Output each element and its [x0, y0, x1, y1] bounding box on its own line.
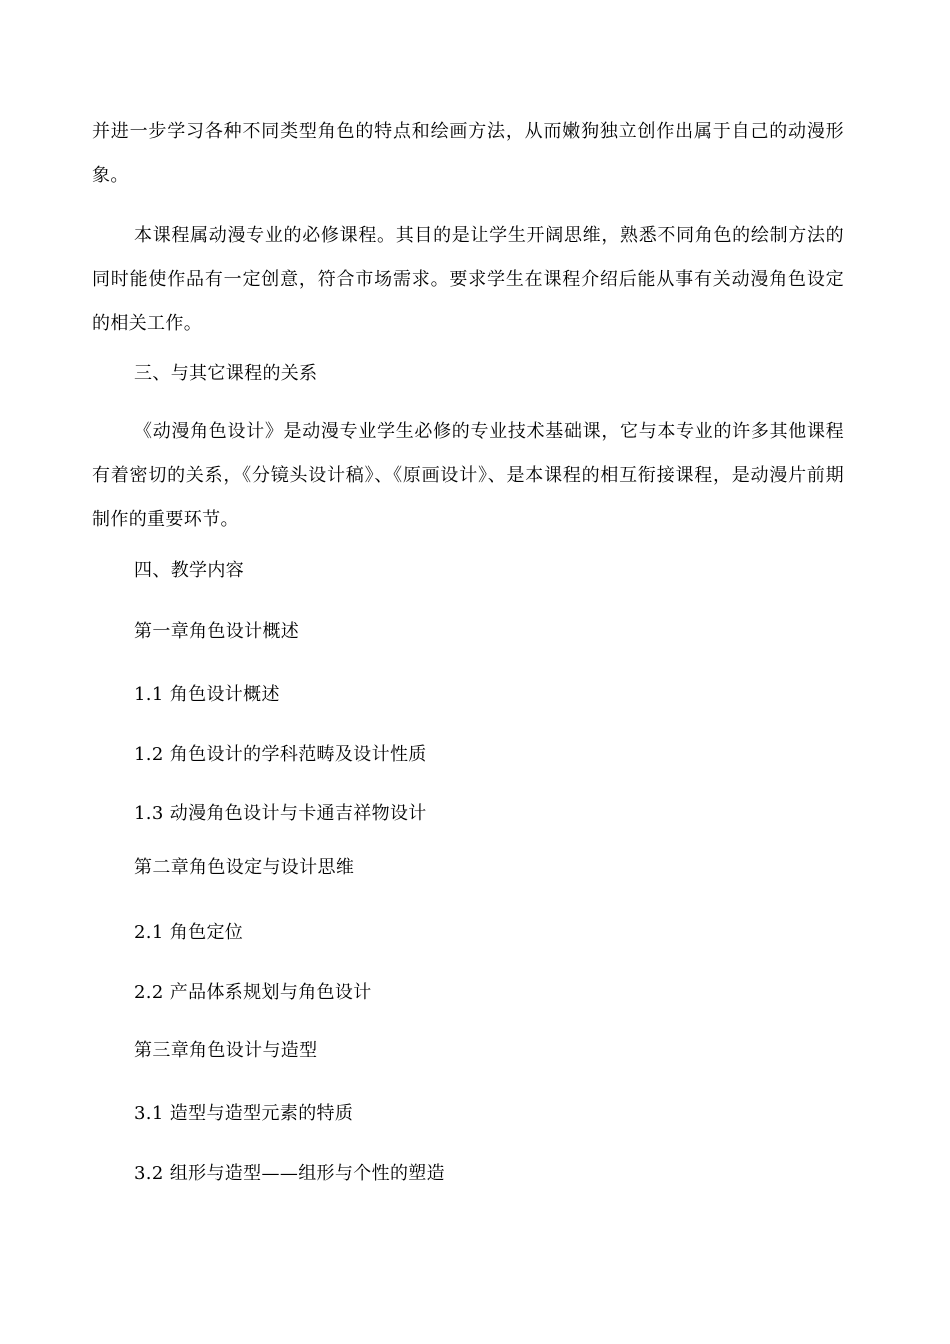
chapter-1-heading: 第一章角色设计概述 [134, 621, 300, 642]
outline-item-2-1: 2.1 角色定位 [134, 922, 244, 943]
section-4-heading: 四、教学内容 [134, 560, 245, 581]
outline-item-2-2: 2.2 产品体系规划与角色设计 [134, 982, 372, 1003]
intro-paragraph: 并进一步学习各种不同类型角色的特点和绘画方法，从而嫩狗独立创作出属于自己的动漫形象。 [92, 121, 844, 186]
course-description-paragraph: 本课程属动漫专业的必修课程。其目的是让学生开阔思维，熟悉不同角色的绘制方法的同时能使作品有一定创意，符合市场需求。要求学生在课程介绍后能从事有关动漫角色设定的相关工作。 [92, 225, 844, 334]
outline-item-1-3: 1.3 动漫角色设计与卡通吉祥物设计 [134, 803, 427, 824]
outline-item-1-1: 1.1 角色设计概述 [134, 684, 280, 705]
section-3-paragraph: 《动漫角色设计》是动漫专业学生必修的专业技术基础课，它与本专业的许多其他课程有着密切的关系，《分镜头设计稿》、《原画设计》、是本课程的相互衔接课程，是动漫片前期制作的重要环节。 [92, 421, 844, 530]
outline-item-3-2: 3.2 组形与造型——组形与个性的塑造 [134, 1163, 445, 1184]
chapter-3-heading: 第三章角色设计与造型 [134, 1040, 318, 1061]
chapter-2-heading: 第二章角色设定与设计思维 [134, 857, 355, 878]
outline-item-1-2: 1.2 角色设计的学科范畴及设计性质 [134, 744, 427, 765]
section-3-heading: 三、与其它课程的关系 [134, 363, 318, 384]
outline-item-3-1: 3.1 造型与造型元素的特质 [134, 1103, 354, 1124]
